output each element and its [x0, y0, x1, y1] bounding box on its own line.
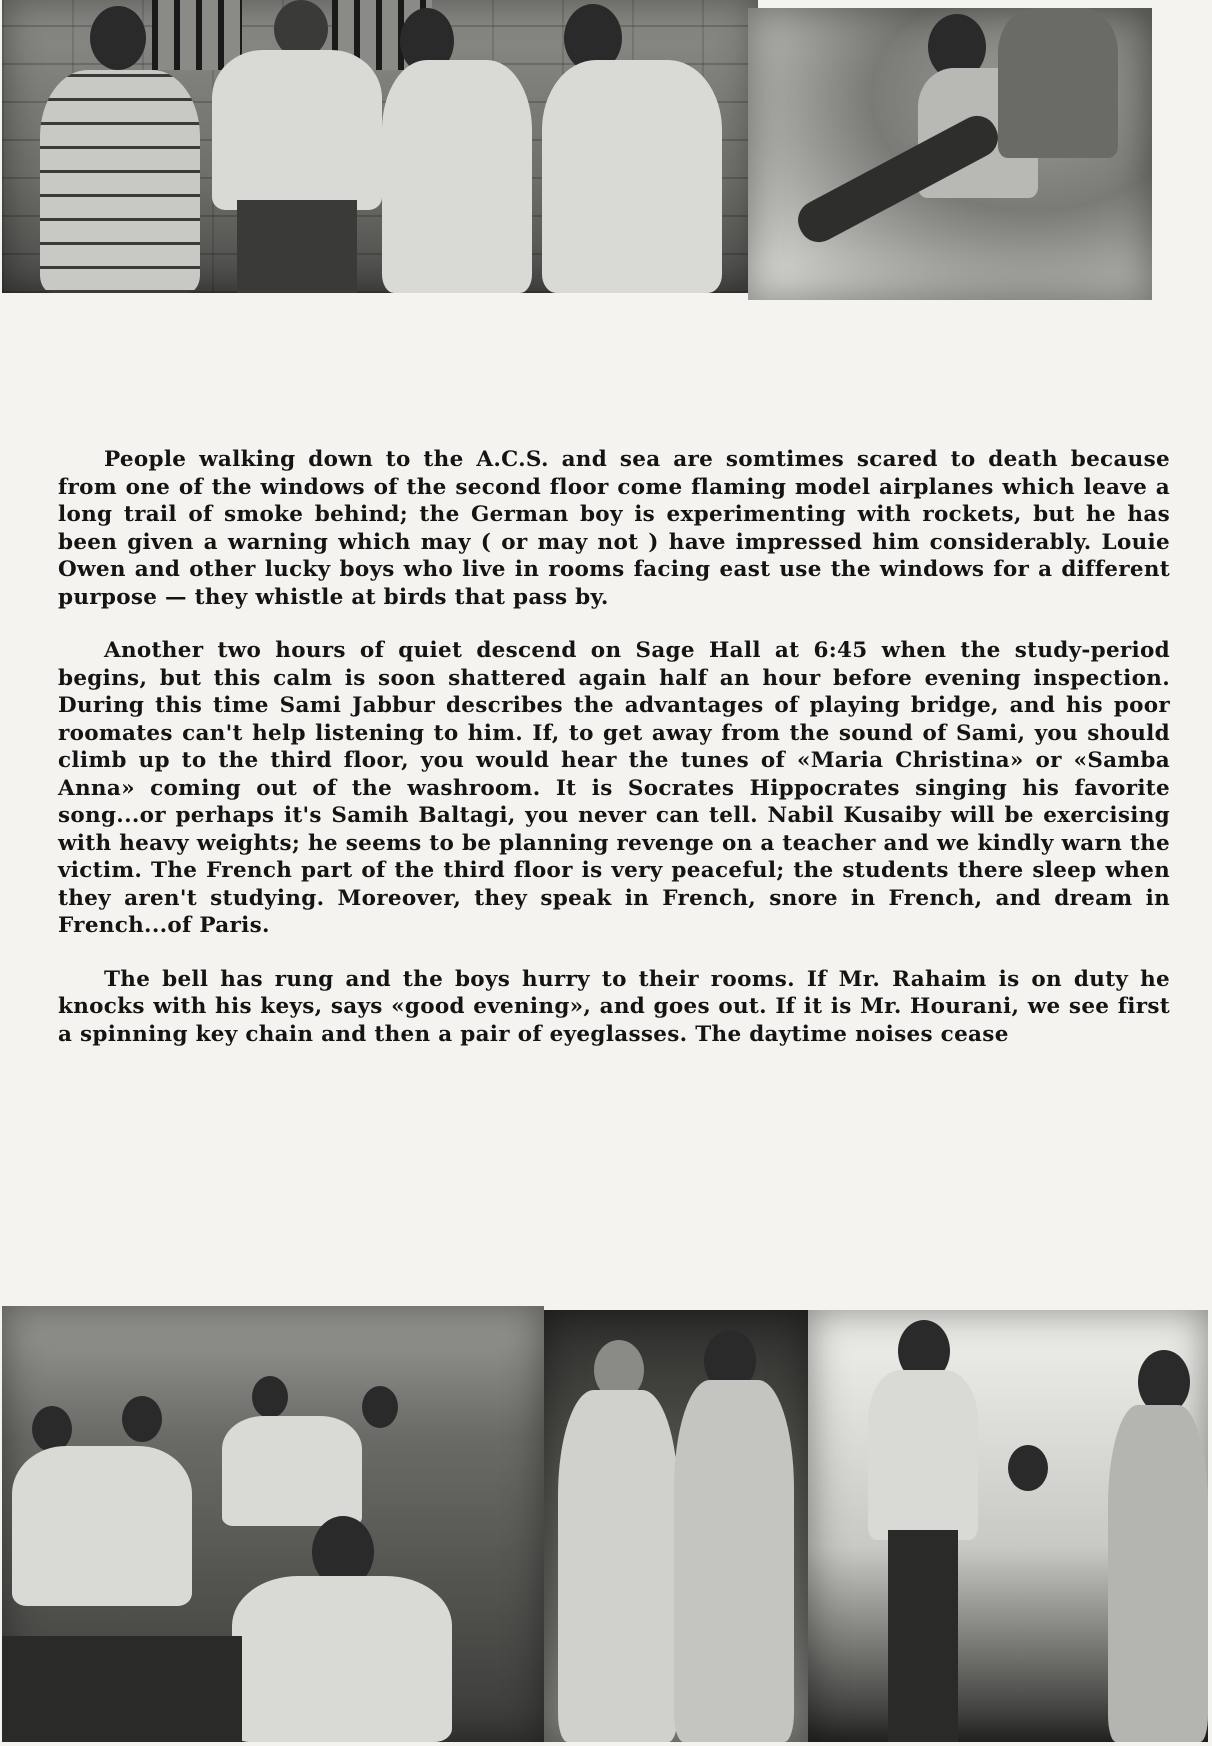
man-light-suit [558, 1390, 678, 1742]
second-student [998, 8, 1118, 158]
student-head [90, 6, 146, 70]
photo-two-men-standing [544, 1310, 808, 1742]
article-paragraph: The bell has rung and the boys hurry to their rooms. If Mr. Rahaim is on duty he knocks with his keys, says «good evening», and goes out. If it is Mr. Hourani, we see first a spinning key chain and then a pair of eyeglasses. The daytime noises cease [58, 966, 1170, 1047]
photo-student-reclining [748, 8, 1152, 300]
student-head [362, 1386, 398, 1428]
desk [2, 1636, 242, 1742]
student-head [122, 1396, 162, 1442]
man-light-suit [674, 1380, 794, 1742]
student-white-shirt [868, 1370, 978, 1540]
article-body [58, 446, 1170, 1074]
student-head [252, 1376, 288, 1418]
student-white-shirt [222, 1416, 362, 1526]
teacher-suit [1108, 1405, 1208, 1742]
article-paragraph: Another two hours of quiet descend on Sage Hall at 6:45 when the study-period begins, but this calm is soon shattered again half an hour before evening inspection. During this time Sami Jabbur describes the advantages of playing bridge, and his poor roomates can't help listening to him. If, to get away from the sound of Sami, you should climb up to the third floor, you would hear the tunes of «Maria Christina» or «Samba Anna» coming out of the washroom. It is Socrates Hippocrates singing his favorite song...or perhaps it's Samih Baltagi, you never can tell. Nabil Kusaiby will be exercising with heavy weights; he seems to be planning revenge on a teacher and we kindly warn the victim. The French part of the third floor is very peaceful; the students there sleep when they aren't studying. Moreover, they speak in French, snore in French, and dream in French...of Paris. [58, 638, 1170, 938]
student-white-shirt [382, 60, 532, 293]
photo-students-by-wall [2, 0, 758, 293]
article-paragraph: People walking down to the A.C.S. and sea are somtimes scared to death because from one of the windows of the second floor come flaming model airplanes which leave a long trail of smoke behind; the German boy is experimenting with rockets, but he has been given a warning which may ( or may not ) have impressed him considerably. Louie Owen and other lucky boys who live in rooms facing east use the windows for a different purpose — they whistle at birds that pass by. [58, 447, 1170, 610]
student-trousers [237, 200, 357, 293]
student-trousers [888, 1530, 958, 1742]
student-white-shirt [12, 1446, 192, 1606]
photo-teacher-and-student [808, 1310, 1208, 1742]
student-writing [232, 1576, 452, 1742]
student-head [1008, 1445, 1048, 1491]
student-white-shirt [212, 50, 382, 210]
photo-study-hall [2, 1306, 544, 1742]
student-plaid-shirt [40, 70, 200, 293]
window-grille [152, 0, 242, 70]
student-white-shirt [542, 60, 722, 293]
